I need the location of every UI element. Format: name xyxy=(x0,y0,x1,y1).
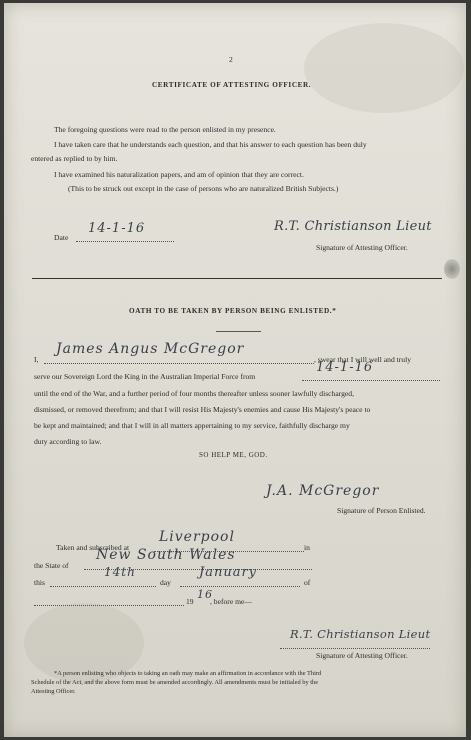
year-prefix: 19 xyxy=(186,597,194,606)
date-handwritten: 14-1-16 xyxy=(88,221,146,236)
oath-body-4: duty according to law. xyxy=(34,437,102,446)
year-handwritten: 16 xyxy=(197,588,213,601)
certificate-line-4: (This to be struck out except in the case of persons who are naturalized British Subjects.) xyxy=(68,184,339,193)
enlistee-caption: Signature of Person Enlisted. xyxy=(337,506,426,515)
oath-title: OATH TO BE TAKEN BY PERSON BEING ENLISTED.* xyxy=(129,307,337,315)
attesting-officer-signature: R.T. Christianson Lieut xyxy=(274,219,432,234)
in-label: in xyxy=(304,543,310,552)
footnote-line-3: Attesting Officer. xyxy=(31,688,76,695)
punch-hole xyxy=(444,259,460,279)
of-label: of xyxy=(304,578,311,587)
place-handwritten: Liverpool xyxy=(159,529,235,545)
oath-closing: SO HELP ME, GOD. xyxy=(199,451,268,459)
oath-body-2: dismissed, or removed therefrom; and that I will resist His Majesty's enemies and cause His Majesty's peace to xyxy=(34,405,371,414)
oath-serve-text: serve our Sovereign Lord the King in the Australian Imperial Force from xyxy=(34,372,256,381)
this-label: this xyxy=(34,578,45,587)
page-number: 2 xyxy=(229,55,233,64)
paper-stain xyxy=(304,23,464,113)
certificate-title: CERTIFICATE OF ATTESTING OFFICER. xyxy=(152,81,312,89)
oath-title-rule xyxy=(216,331,261,332)
enlistee-name-handwritten: James Angus McGregor xyxy=(56,341,245,357)
certificate-line-1: The foregoing questions were read to the person enlisted in my presence. xyxy=(54,125,276,134)
state-handwritten: New South Wales xyxy=(96,547,236,563)
footnote-line-1: *A person enlisting who objects to taking an oath may make an affirmation in accordance with the Third xyxy=(54,670,322,677)
state-label: the State of xyxy=(34,561,69,570)
oath-body-3: be kept and maintained; and that I will in all matters appertaining to my service, faithfully discharge my xyxy=(34,421,350,430)
date-label: Date xyxy=(54,233,69,242)
certificate-line-2a: I have taken care that he understands each question, and that his answer to each question has been duly xyxy=(54,140,367,149)
before-label: , before me— xyxy=(210,597,252,606)
day-handwritten: 14th xyxy=(104,565,136,579)
day-field xyxy=(50,577,156,587)
taken-label: Taken and subscribed at xyxy=(56,543,130,552)
day-label: day xyxy=(160,578,171,587)
enlistee-signature: J.A. McGregor xyxy=(266,483,380,499)
attesting-officer-caption: Signature of Attesting Officer. xyxy=(316,243,408,252)
month-handwritten: January xyxy=(199,565,258,580)
attesting-officer-signature-2: R.T. Christianson Lieut xyxy=(290,627,431,641)
attestation-page xyxy=(4,3,466,737)
footnote-line-2: Schedule of the Act, and the above form must be amended accordingly. All amendments must be initialed by the xyxy=(31,679,319,686)
certificate-line-3: I have examined his naturalization papers, and am of opinion that they are correct. xyxy=(54,170,304,179)
from-date-handwritten: 14-1-16 xyxy=(316,360,374,375)
oath-swear-text: , swear that I will well and truly xyxy=(314,355,412,364)
year-field-leader xyxy=(34,596,184,606)
section-divider xyxy=(32,278,442,279)
oath-body-1: until the end of the War, and a further period of four months thereafter unless sooner lawfully discharged, xyxy=(34,389,354,398)
attesting-officer-caption-2: Signature of Attesting Officer. xyxy=(316,651,408,660)
certificate-line-2b: entered as replied to by him. xyxy=(31,154,118,163)
oath-i-label: I, xyxy=(34,355,39,364)
